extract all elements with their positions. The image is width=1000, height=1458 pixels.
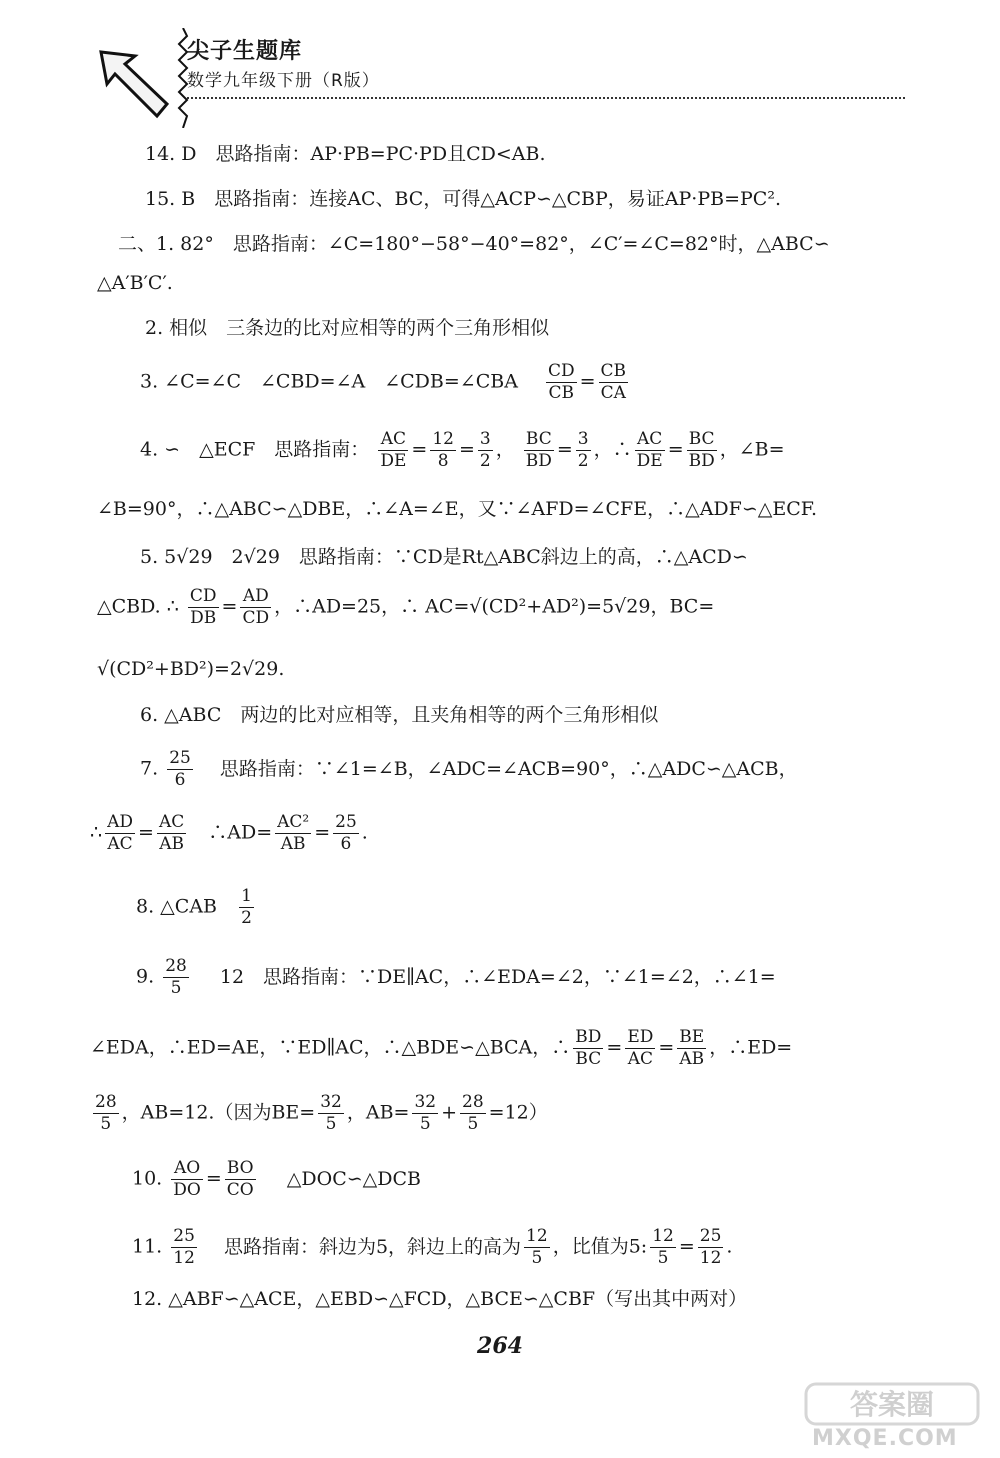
fraction: $\frac{BD}{BC}$ [575, 1027, 602, 1069]
fraction: $\frac{CB}{CA}$ [600, 361, 627, 403]
fraction: $\frac{28}{5}$ [95, 1092, 117, 1134]
fraction: $\frac{12}{8}$ [432, 429, 454, 471]
question-number: 11. [132, 1235, 163, 1258]
fraction: $\frac{25}{12}$ [173, 1226, 195, 1268]
fraction: $\frac{CD}{DB}$ [189, 586, 217, 628]
answer-2-3: 3. ∠C=∠C ∠CBD=∠A ∠CDB=∠CBA $\frac{CD}{CB}$ = $\frac{CB}{CA}$ [140, 361, 627, 403]
fraction: $\frac{AD}{AC}$ [107, 812, 134, 854]
fraction: $\frac{CD}{CB}$ [547, 361, 575, 403]
answer-2-1-cont: △A′B′C′. [97, 272, 173, 294]
page-number: 264 [477, 1333, 523, 1359]
answer-text: ，∠B= [719, 438, 785, 461]
answer-text: ，∴ED= [709, 1036, 793, 1059]
book-subtitle: 数学九年级下册（R版） [187, 71, 380, 91]
answer-2-6: 6. △ABC 两边的比对应相等，且夹角相等的两个三角形相似 [140, 704, 659, 726]
question-number: 10. [132, 1167, 163, 1190]
answer-2-10: 10. $\frac{AO}{DO}$ = $\frac{BO}{CO}$ △DOC∽△DCB [132, 1158, 421, 1200]
fraction: $\frac{BC}{BD}$ [688, 429, 715, 471]
answer-2-2: 2. 相似 三条边的比对应相等的两个三角形相似 [145, 317, 550, 339]
answer-2-8 [136, 886, 257, 929]
answer-text: 4. ∽ △ECF 思路指南： [140, 438, 370, 461]
answer-2-9 [136, 956, 776, 999]
header-divider [187, 97, 905, 99]
answer-2-5-end: √(CD²+BD²)=2√29. [97, 658, 285, 680]
answer-text: 8. △CAB [136, 895, 218, 918]
fraction: $\frac{1}{2}$ [241, 886, 252, 928]
watermark-text: MXQE.COM [812, 1426, 958, 1451]
fraction: $\frac{AO}{DO}$ [173, 1158, 201, 1200]
answer-text: △DOC∽△DCB [286, 1167, 421, 1190]
answer-2-4-cont: ∠B=90°，∴△ABC∽△DBE，∴∠A=∠E，又∵∠AFD=∠CFE，∴△ADF∽△ECF. [97, 498, 818, 520]
answer-2-1: 二、1. 82° 思路指南：∠C=180°−58°−40°=82°，∠C′=∠C=82°时，△ABC∽ [118, 233, 830, 255]
answer-text: ∠EDA，∴ED=AE，∵ED∥AC，∴△BDE∽△BCA，∴ [90, 1036, 571, 1059]
answer-text: ，AB=12.（因为BE= [121, 1101, 316, 1124]
answer-2-9-end: $\frac{28}{5}$ ，AB=12.（因为BE= $\frac{32}{5}$ ，AB= $\frac{32}{5}$ + $\frac{28}{5}$ =12） [95, 1092, 548, 1134]
answer-2-5: 5. 5√29 2√29 思路指南：∵CD是Rt△ABC斜边上的高，∴△ACD∽ [140, 546, 748, 568]
fraction: $\frac{BC}{BD}$ [525, 429, 552, 471]
answer-text: 3. ∠C=∠C ∠CBD=∠A ∠CDB=∠CBA [140, 370, 518, 393]
fraction: $\frac{ED}{AC}$ [627, 1027, 654, 1069]
fraction: $\frac{AD}{CD}$ [242, 586, 270, 628]
fraction: $\frac{12}{5}$ [652, 1226, 674, 1268]
answer-text: 思路指南：斜边为5，斜边上的高为 [223, 1235, 522, 1258]
answer-text: =12） [488, 1101, 548, 1124]
fraction: $\frac{32}{5}$ [320, 1092, 342, 1134]
question-number: 9. [136, 965, 155, 988]
fraction: $\frac{28}{5}$ [165, 956, 187, 998]
question-number: 7. [140, 757, 159, 780]
answer-text: 12 思路指南：∵DE∥AC，∴∠EDA=∠2，∵∠1=∠2，∴∠1= [219, 965, 776, 988]
fraction: $\frac{3}{2}$ [479, 429, 491, 471]
fraction: $\frac{BE}{AB}$ [679, 1027, 705, 1069]
book-title: 尖子生题库 [187, 39, 303, 64]
answer-2-7 [140, 748, 798, 791]
fraction: $\frac{25}{6}$ [169, 748, 191, 790]
fraction: $\frac{28}{5}$ [462, 1092, 484, 1134]
answer-2-4: 4. ∽ △ECF 思路指南： $\frac{AC}{DE}$ = $\frac{12}{8}$ = $\frac{3}{2}$ ， $\frac{BC}{BD}$ = $\frac{3}{2}$ ，∴ $\frac{AC}{DE}$ = $\frac{BC}{BD}$ ，∠B= [140, 429, 785, 471]
fraction: $\frac{12}{5}$ [526, 1226, 548, 1268]
fraction: $\frac{AC}{DE}$ [636, 429, 663, 471]
fraction: $\frac{25}{6}$ [335, 812, 357, 854]
fraction: $\frac{AC}{AB}$ [158, 812, 185, 854]
answer-text: ，∴AD=25，∴ AC=√(CD²+AD²)=5√29，BC= [274, 595, 715, 618]
answer-15: 15. B 思路指南：连接AC、BC，可得△ACP∽△CBP，易证AP·PB=PC². [145, 188, 781, 210]
page-header [95, 28, 905, 108]
answer-2-9-cont: ∠EDA，∴ED=AE，∵ED∥AC，∴△BDE∽△BCA，∴ $\frac{BD}{BC}$ = $\frac{ED}{AC}$ = $\frac{BE}{AB}$ ，∴ED= [90, 1027, 793, 1069]
answer-text: ，AB= [346, 1101, 410, 1124]
fraction: $\frac{32}{5}$ [414, 1092, 437, 1134]
fraction: $\frac{\text{AC²}}{AB}$ [277, 812, 310, 854]
fraction: $\frac{25}{12}$ [699, 1226, 722, 1268]
svg-text:答案圈: 答案圈 [849, 1388, 935, 1421]
arrow-icon [95, 46, 175, 126]
answer-text: △CBD. ∴ [97, 595, 179, 618]
answer-2-5-cont: △CBD. ∴ $\frac{CD}{DB}$ = $\frac{AD}{CD}$ ，∴AD=25，∴ AC=√(CD²+AD²)=5√29，BC= [97, 586, 715, 628]
answer-text: 思路指南：∵∠1=∠B，∠ADC=∠ACB=90°，∴△ADC∽△ACB， [219, 757, 798, 780]
answer-text: ，比值为5: [552, 1235, 648, 1258]
answer-2-12: 12. △ABF∽△ACE，△EBD∽△FCD，△BCE∽△CBF（写出其中两对） [132, 1288, 748, 1310]
fraction: $\frac{BO}{CO}$ [226, 1158, 254, 1200]
answer-14: 14. D 思路指南：AP·PB=PC·PD且CD<AB. [145, 143, 546, 165]
answer-2-11: 11. $\frac{25}{12}$ 思路指南：斜边为5，斜边上的高为 $\frac{12}{5}$ ，比值为5: $\frac{12}{5}$ = $\frac{25}{12}$ . [132, 1226, 733, 1268]
fraction: $\frac{AC}{DE}$ [380, 429, 407, 471]
answer-2-7-cont: ∴ $\frac{AD}{AC}$ = $\frac{AC}{AB}$ ∴AD= $\frac{\text{AC²}}{AB}$ = $\frac{25}{6}$ . [90, 812, 368, 854]
fraction: $\frac{3}{2}$ [577, 429, 589, 471]
